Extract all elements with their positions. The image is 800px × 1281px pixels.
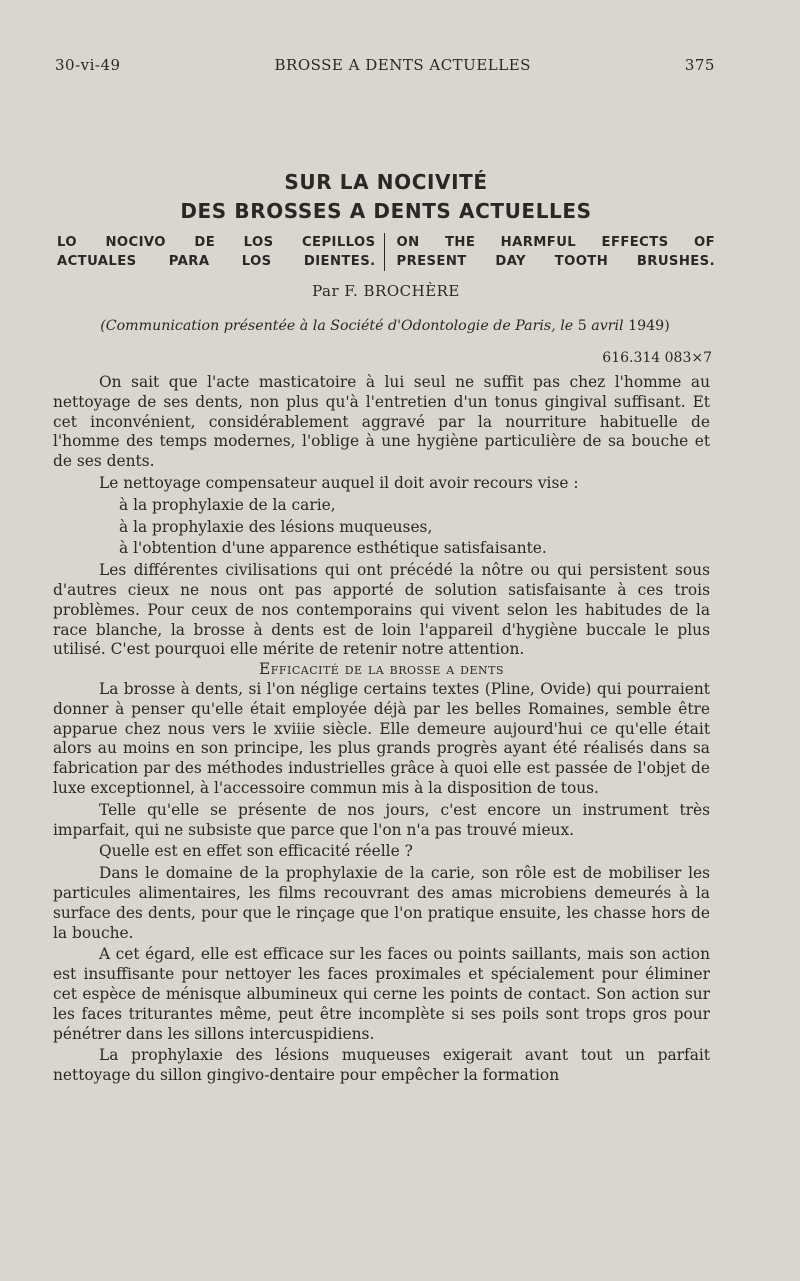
spanish-title-line-1: LO NOCIVO DE LOS CEPILLOS [57, 235, 376, 250]
english-title-line-2: PRESENT DAY TOOTH BRUSHES. [396, 254, 715, 269]
communication-month: avril [591, 318, 624, 334]
section-heading: Efficacité de la brosse a dents [259, 660, 504, 679]
english-title [385, 233, 716, 271]
title-translations [57, 233, 715, 271]
communication-year: 1949) [628, 318, 670, 334]
communication-day: 5 [577, 318, 587, 334]
list-item-1: à la prophylaxie de la carie, [119, 495, 336, 514]
communication-text: (Communication présentée à la Société d'Odontologie de Paris, le [100, 318, 574, 334]
list-item-2: à la prophylaxie des lésions muqueuses, [119, 517, 433, 536]
article-body [53, 373, 710, 1086]
paragraph-6: Quelle est en effet son efficacité réelle ? [99, 842, 413, 861]
page-number: 375 [684, 56, 715, 74]
list-item-3: à l'obtention d'une apparence esthétique satisfaisante. [119, 539, 547, 558]
spanish-title [57, 233, 385, 271]
paragraph-3: Les différentes civilisations qui ont précédé la nôtre ou qui persistent sous d'autres cieux ne nous ont pas apporté de solution satisfaisante à ces trois problèmes. Pour ceux de nos contemporains qui vivent selon les habitudes de la race blanche, la brosse à dents est de loin l'appareil d'hygiène buccale le plus utilisé. C'est pourquoi elle mérite de retenir notre attention. [53, 561, 710, 659]
paragraph-9: La prophylaxie des lésions muqueuses exigerait avant tout un parfait nettoyage du sillon gingivo-dentaire pour empêcher la formation [53, 1046, 710, 1085]
communication-note [55, 318, 715, 334]
author-byline: Par F. BROCHÈRE [312, 282, 460, 300]
paragraph-7: Dans le domaine de la prophylaxie de la carie, son rôle est de mobiliser les particules alimentaires, les films recouvrant des amas microbiens demeurés à la surface des dents, pour que le rinçage que l'on pratique ensuite, les chasse hors de la bouche. [53, 864, 710, 942]
paragraph-8: A cet égard, elle est efficace sur les faces ou points saillants, mais son action est insuffisante pour nettoyer les faces proximales et spécialement pour éliminer cet espèce de ménisque albumineux qui cerne les points de contact. Son action sur les faces triturantes même, peut être incomplète si ses poils sont trops gros pour pénétrer dans les sillons intercuspidiens. [53, 945, 710, 1043]
spanish-title-line-2: ACTUALES PARA LOS DIENTES. [57, 254, 376, 269]
running-title: BROSSE A DENTS ACTUELLES [274, 56, 531, 74]
classification-code: 616.314 083×7 [602, 350, 712, 366]
paragraph-2: Le nettoyage compensateur auquel il doit avoir recours vise : [99, 473, 579, 492]
title-line-2: DES BROSSES A DENTS ACTUELLES [180, 199, 592, 223]
issue-date: 30-vi-49 [55, 56, 121, 74]
paragraph-1: On sait que l'acte masticatoire à lui seul ne suffit pas chez l'homme au nettoyage de ses dents, non plus qu'à l'entretien d'un tonus gingival suffisant. Et cet inconvénient, considérablement aggravé par la nourriture habituelle de l'homme des temps modernes, l'oblige à une hygiène particulière de sa bouche et de ses dents. [53, 373, 710, 471]
paragraph-4: La brosse à dents, si l'on néglige certains textes (Pline, Ovide) qui pourraient donner à penser qu'elle était employée déjà par les belles Romaines, semble être apparue chez nous vers le xviiie siècle. Elle demeure aujourd'hui ce qu'elle était alors au moins en son principe, les plus grands progrès ayant été réalisés dans sa fabrication par des méthodes industrielles grâce à quoi elle est passée de l'objet de luxe exceptionnel, à l'accessoire commun mis à la disposition de tous. [53, 679, 710, 797]
title-line-1: SUR LA NOCIVITÉ [284, 170, 488, 194]
paragraph-5: Telle qu'elle se présente de nos jours, c'est encore un instrument très imparfait, qui ne subsiste que parce que l'on n'a pas trouvé mieux. [53, 800, 710, 839]
article-title [0, 168, 772, 226]
english-title-line-1: ON THE HARMFUL EFFECTS OF [396, 235, 715, 250]
running-head [55, 56, 715, 74]
